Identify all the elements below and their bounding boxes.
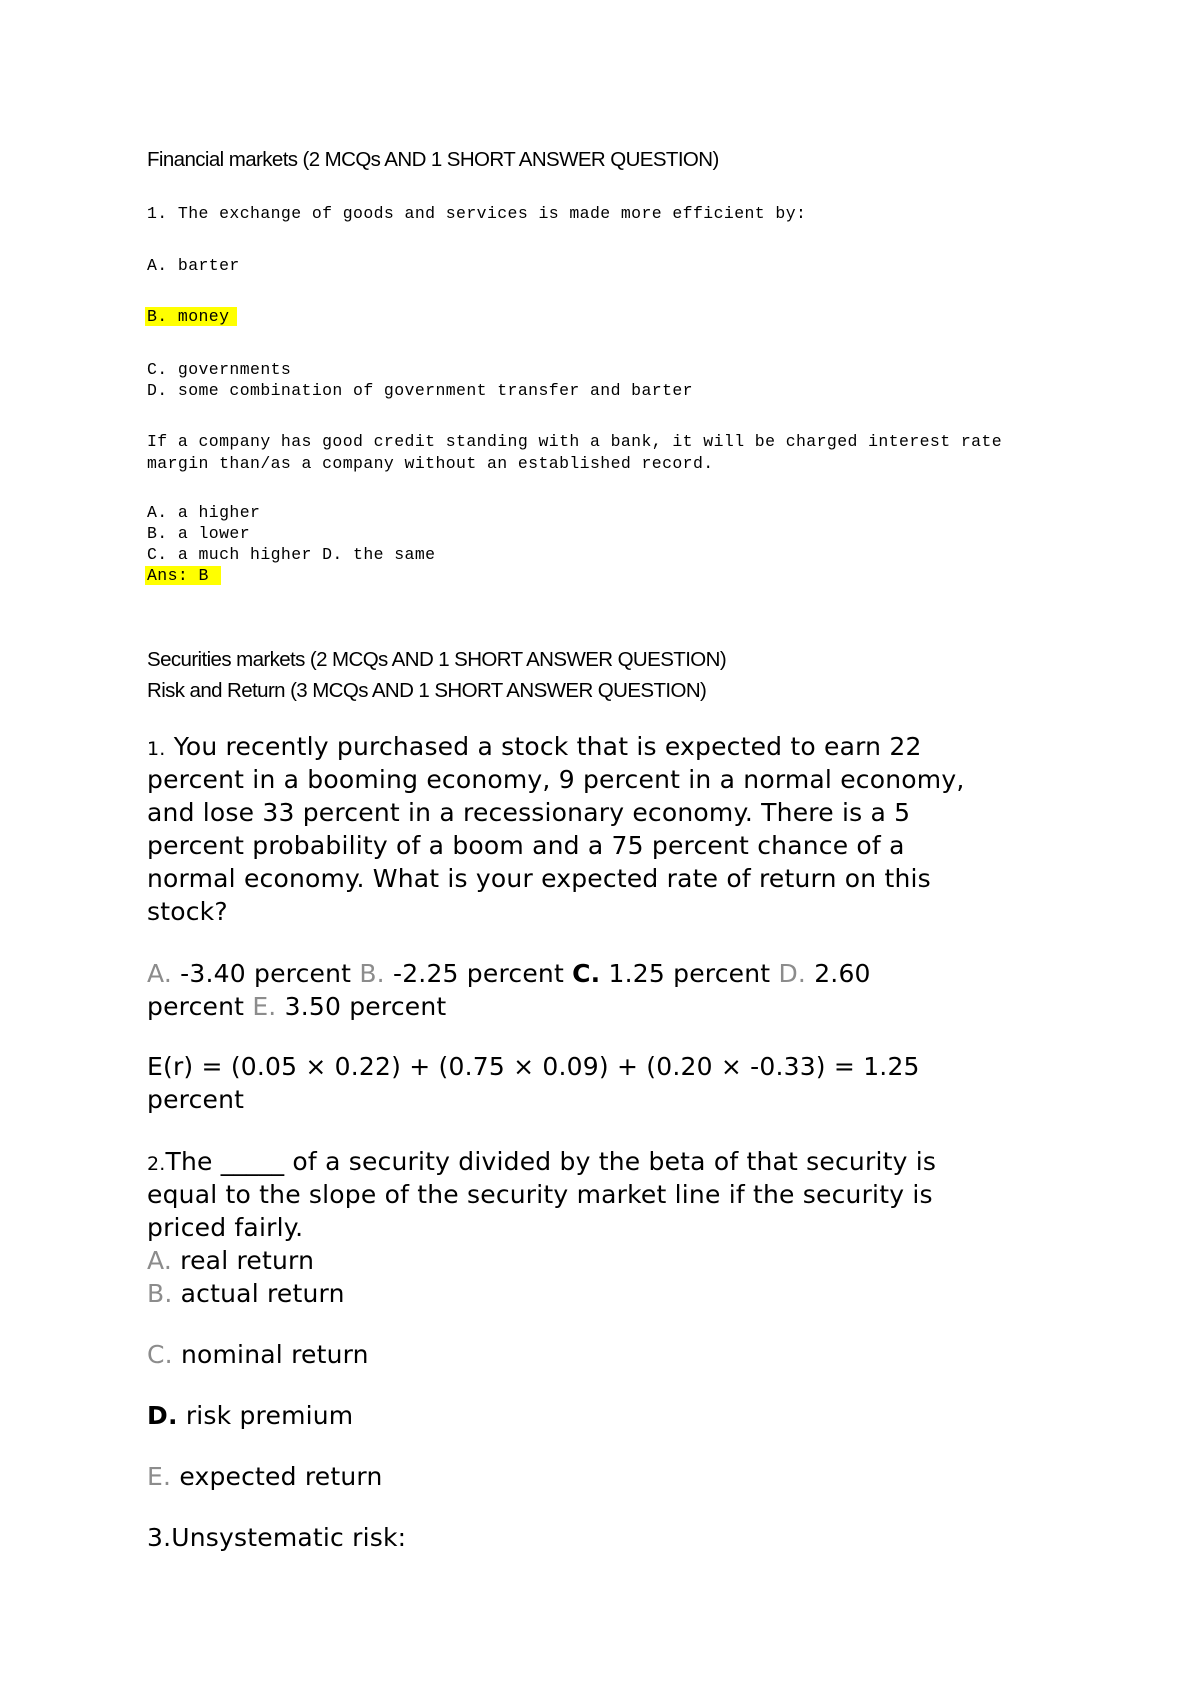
rr-q2-opt-a-text: real return <box>180 1246 315 1275</box>
rr-q1-line5: normal economy. What is your expected rate of return on this <box>147 864 931 893</box>
rr-q1-opt-c-text: 1.25 percent <box>608 959 771 988</box>
rr-q1-options-row1 <box>147 959 871 988</box>
rr-q1-opt-c-letter: C. <box>572 959 601 988</box>
answer-highlighted: Ans: B <box>145 566 221 585</box>
rr-q2-line1 <box>147 1147 936 1176</box>
option-a-barter: A. barter <box>147 256 240 275</box>
rr-q2-option-a <box>147 1246 314 1275</box>
rr-q1-opt-d-text: 2.60 <box>814 959 871 988</box>
rr-q1-opt-a-letter: A. <box>147 959 173 988</box>
rr-q2-line3: priced fairly. <box>147 1213 304 1242</box>
rr-q1-text-line1: You recently purchased a stock that is expected to earn 22 <box>173 732 922 761</box>
question-exchange-goods: 1. The exchange of goods and services is made more efficient by: <box>147 204 807 223</box>
rr-q2-opt-a-letter: A. <box>147 1246 173 1275</box>
rr-q1-opt-d-letter: D. <box>778 959 807 988</box>
rr-q1-line6: stock? <box>147 897 228 926</box>
rr-q2-opt-e-text: expected return <box>179 1462 383 1491</box>
rr-q1-opt-a-text: -3.40 percent <box>180 959 352 988</box>
rr-q2-option-c <box>147 1340 369 1369</box>
rr-q2-opt-d-letter: D. <box>147 1401 178 1430</box>
rr-q1-opt-b-letter: B. <box>359 959 385 988</box>
rr-q2-text-line1: The _____ of a security divided by the beta of that security is <box>165 1147 937 1176</box>
rr-q2-opt-b-letter: B. <box>147 1279 173 1308</box>
option-b-money-highlighted: B. money <box>145 307 237 326</box>
option-d-combination: D. some combination of government transfer and barter <box>147 381 693 400</box>
rr-q1-options-row2 <box>147 992 446 1021</box>
option-c-governments: C. governments <box>147 360 292 379</box>
rr-q2-option-b <box>147 1279 345 1308</box>
option-a-higher: A. a higher <box>147 503 261 522</box>
section-heading-risk-and-return: Risk and Return (3 MCQs AND 1 SHORT ANSWER QUESTION) <box>147 679 707 702</box>
rr-q1-line1 <box>147 732 922 761</box>
rr-q2-opt-e-letter: E. <box>147 1462 172 1491</box>
rr-q2-opt-c-text: nominal return <box>180 1340 369 1369</box>
section-heading-financial-markets: Financial markets (2 MCQs AND 1 SHORT ANSWER QUESTION) <box>147 148 719 171</box>
question-credit-standing-line1: If a company has good credit standing with a bank, it will be charged interest rate <box>147 432 1003 451</box>
rr-q1-opt-e-letter: E. <box>252 992 277 1021</box>
rr-q1-line3: and lose 33 percent in a recessionary economy. There is a 5 <box>147 798 911 827</box>
rr-q1-number: 1. <box>147 738 166 760</box>
rr-q2-option-d <box>147 1401 353 1430</box>
rr-q3-text: 3.Unsystematic risk: <box>147 1523 407 1552</box>
rr-q2-opt-d-text: risk premium <box>185 1401 354 1430</box>
rr-q1-opt-d-cont: percent <box>147 992 245 1021</box>
rr-q1-solution-line2: percent <box>147 1085 245 1114</box>
rr-q2-number: 2. <box>147 1153 166 1175</box>
rr-q1-opt-b-text: -2.25 percent <box>392 959 564 988</box>
rr-q2-line2: equal to the slope of the security market line if the security is <box>147 1180 933 1209</box>
option-cd-much-higher-same: C. a much higher D. the same <box>147 545 436 564</box>
option-b-lower: B. a lower <box>147 524 251 543</box>
rr-q1-opt-e-text: 3.50 percent <box>284 992 447 1021</box>
rr-q1-solution-line1: E(r) = (0.05 × 0.22) + (0.75 × 0.09) + (0.20 × -0.33) = 1.25 <box>147 1052 920 1081</box>
rr-q1-line2: percent in a booming economy, 9 percent in a normal economy, <box>147 765 965 794</box>
rr-q2-opt-b-text: actual return <box>180 1279 345 1308</box>
section-heading-securities-markets: Securities markets (2 MCQs AND 1 SHORT ANSWER QUESTION) <box>147 648 727 671</box>
rr-q2-option-e <box>147 1462 382 1491</box>
question-credit-standing-line2: margin than/as a company without an established record. <box>147 454 714 473</box>
rr-q2-opt-c-letter: C. <box>147 1340 173 1369</box>
rr-q1-line4: percent probability of a boom and a 75 percent chance of a <box>147 831 905 860</box>
